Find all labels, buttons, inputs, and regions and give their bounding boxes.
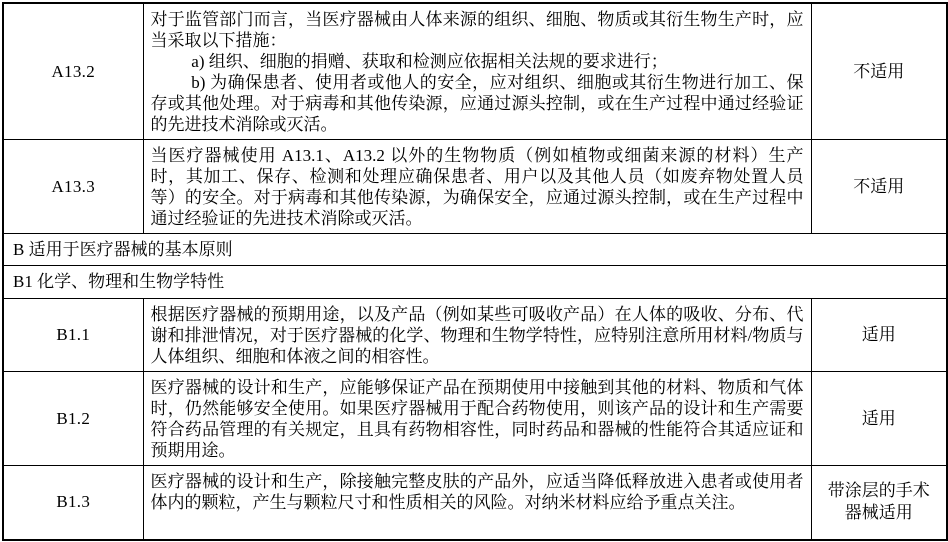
- requirements-table: [2, 2, 948, 541]
- applicability-status: 适用: [811, 299, 947, 372]
- clause-requirement: [143, 3, 811, 140]
- clause-requirement: [143, 299, 811, 372]
- applicability-status: 不适用: [811, 3, 947, 140]
- table-row-b1-1: [3, 299, 947, 372]
- requirement-paragraph: 根据医疗器械的预期用途，以及产品（例如某些可吸收产品）在人体的吸收、分布、代谢和排泄情况，对于医疗器械的化学、物理和生物学特性，应特别注意所用材料/物质与人体组织、细胞和体液之间的相容性。: [150, 305, 804, 366]
- clause-code: B1.1: [3, 299, 143, 372]
- requirement-paragraph: b) 为确保患者、使用者或他人的安全，应对组织、细胞或其衍生物进行加工、保存或其他处理。对于病毒和其他传染源，应通过源头控制，或在生产过程中通过经验证的先进技术消除或灭活。: [150, 73, 804, 134]
- table-row-b1-3: [3, 466, 947, 540]
- section-header-label: B1 化学、物理和生物学特性: [3, 266, 947, 299]
- table-row-a13-2: [3, 3, 947, 140]
- clause-requirement: [143, 466, 811, 540]
- table-row-b1-2: [3, 372, 947, 466]
- table-row-a13-3: [3, 140, 947, 234]
- applicability-status: 不适用: [811, 140, 947, 234]
- requirement-paragraph: 当医疗器械使用 A13.1、A13.2 以外的生物物质（例如植物或细菌来源的材料）生产时，其加工、保存、检测和处理应确保患者、用户以及其他人员（如废弃物处置人员等）的安全。对于病毒和其他传染源，为确保安全，应通过源头控制，或在生产过程中通过经验证的先进技术消除或灭活。: [150, 146, 804, 228]
- section-header-label: B 适用于医疗器械的基本原则: [3, 234, 947, 266]
- applicability-status: 带涂层的手术器械适用: [811, 466, 947, 540]
- requirement-paragraph: 医疗器械的设计和生产，除接触完整皮肤的产品外，应适当降低释放进入患者或使用者体内的颗粒，产生与颗粒尺寸和性质相关的风险。对纳米材料应给予重点关注。: [150, 472, 804, 512]
- requirement-paragraph: a) 组织、细胞的捐赠、获取和检测应依据相关法规的要求进行；: [191, 52, 668, 71]
- clause-code: A13.2: [3, 3, 143, 140]
- section-header-row-b1: [3, 266, 947, 299]
- requirement-paragraph: 医疗器械的设计和生产，应能够保证产品在预期使用中接触到其他的材料、物质和气体时，仍然能够安全使用。如果医疗器械用于配合药物使用，则该产品的设计和生产需要符合药品管理的有关规定，且具有药物相容性，同时药品和器械的性能符合其适应证和预期用途。: [150, 378, 804, 460]
- clause-code: B1.3: [3, 466, 143, 540]
- clause-requirement: [143, 372, 811, 466]
- clause-code: A13.3: [3, 140, 143, 234]
- requirement-paragraph: 对于监管部门而言，当医疗器械由人体来源的组织、细胞、物质或其衍生物生产时，应当采取以下措施：: [150, 10, 804, 50]
- clause-requirement: [143, 140, 811, 234]
- clause-code: B1.2: [3, 372, 143, 466]
- applicability-status: 适用: [811, 372, 947, 466]
- section-header-row-b: [3, 234, 947, 266]
